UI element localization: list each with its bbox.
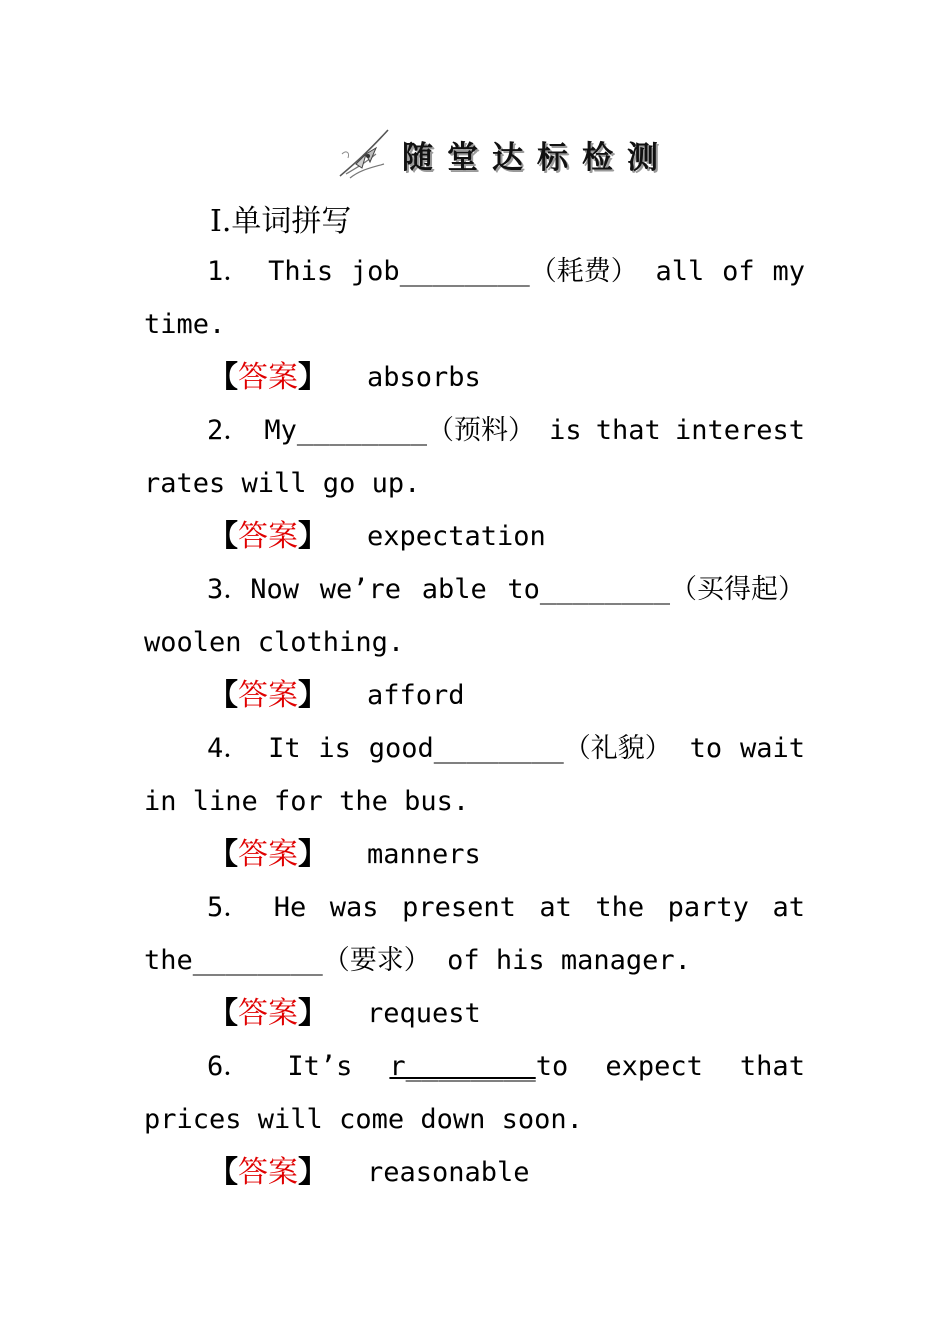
question-word: all bbox=[655, 256, 705, 287]
underlined-hint: r________ bbox=[389, 1051, 536, 1082]
question-number-word: 3．Now bbox=[207, 574, 300, 605]
section-header bbox=[336, 122, 672, 186]
question-6-line-2: prices will come down soon. bbox=[144, 1104, 583, 1135]
question-word: at bbox=[772, 892, 805, 923]
question-blank-hint: My________（预料） bbox=[264, 415, 535, 446]
question-word: interest bbox=[674, 415, 805, 446]
question-word: wait bbox=[739, 733, 805, 764]
question-word: that bbox=[595, 415, 661, 446]
answer-label: 【答案】 bbox=[208, 837, 328, 872]
question-3-line-1 bbox=[207, 570, 805, 610]
question-blank-hint: good________（礼貌） bbox=[368, 733, 672, 764]
question-1-line-2: time. bbox=[144, 309, 226, 340]
question-word: is bbox=[549, 415, 582, 446]
answer-text: expectation bbox=[367, 521, 546, 552]
question-word: He bbox=[273, 892, 307, 923]
question-2-line-1 bbox=[207, 411, 805, 451]
answer-label: 【答案】 bbox=[208, 996, 328, 1031]
question-word: It bbox=[268, 733, 301, 764]
question-word: party bbox=[667, 892, 749, 923]
question-blank bbox=[389, 1047, 568, 1087]
answer-label: 【答案】 bbox=[208, 360, 328, 395]
question-number: 2． bbox=[207, 415, 251, 446]
question-word: to bbox=[535, 1051, 569, 1082]
question-blank-hint: to________（买得起） bbox=[507, 574, 805, 605]
question-word: that bbox=[739, 1051, 805, 1082]
question-5-line-1 bbox=[207, 888, 805, 928]
question-4-line-2: in line for the bus. bbox=[144, 786, 470, 817]
question-word: expect bbox=[605, 1051, 703, 1082]
question-number: 6． bbox=[207, 1051, 251, 1082]
question-word: is bbox=[318, 733, 351, 764]
question-6-line-1 bbox=[207, 1047, 805, 1087]
question-word: the bbox=[595, 892, 645, 923]
header-title: 随堂达标检测 bbox=[402, 139, 672, 176]
question-number: 1． bbox=[207, 256, 251, 287]
question-word: able bbox=[421, 574, 487, 605]
answer-text: manners bbox=[367, 839, 481, 870]
question-word: to bbox=[689, 733, 723, 764]
question-5-line-2: the________（要求） of his manager. bbox=[144, 945, 691, 976]
answer-text: absorbs bbox=[367, 362, 481, 393]
question-word: my bbox=[772, 256, 805, 287]
answer-label: 【答案】 bbox=[208, 678, 328, 713]
answer-text: afford bbox=[367, 680, 465, 711]
question-2-line-2: rates will go up. bbox=[144, 468, 421, 499]
question-4-line-1 bbox=[207, 729, 805, 769]
answer-label: 【答案】 bbox=[208, 519, 328, 554]
question-number: 5． bbox=[207, 892, 251, 923]
question-word: was bbox=[329, 892, 379, 923]
answer-text: request bbox=[367, 998, 481, 1029]
question-word: present bbox=[402, 892, 516, 923]
question-word: we’re bbox=[319, 574, 401, 605]
orchid-butterfly-icon bbox=[336, 124, 396, 184]
question-3-line-2: woolen clothing. bbox=[144, 627, 405, 658]
question-blank-hint: job________（耗费） bbox=[350, 256, 638, 287]
question-number: 4． bbox=[207, 733, 251, 764]
answer-label: 【答案】 bbox=[208, 1155, 328, 1190]
answer-text: reasonable bbox=[367, 1157, 530, 1188]
question-word: It’s bbox=[287, 1051, 353, 1082]
question-word: of bbox=[722, 256, 755, 287]
question-word: This bbox=[268, 256, 334, 287]
question-1-line-1 bbox=[207, 252, 805, 292]
section-title: Ⅰ.单词拼写 bbox=[210, 204, 352, 239]
question-word: at bbox=[539, 892, 572, 923]
